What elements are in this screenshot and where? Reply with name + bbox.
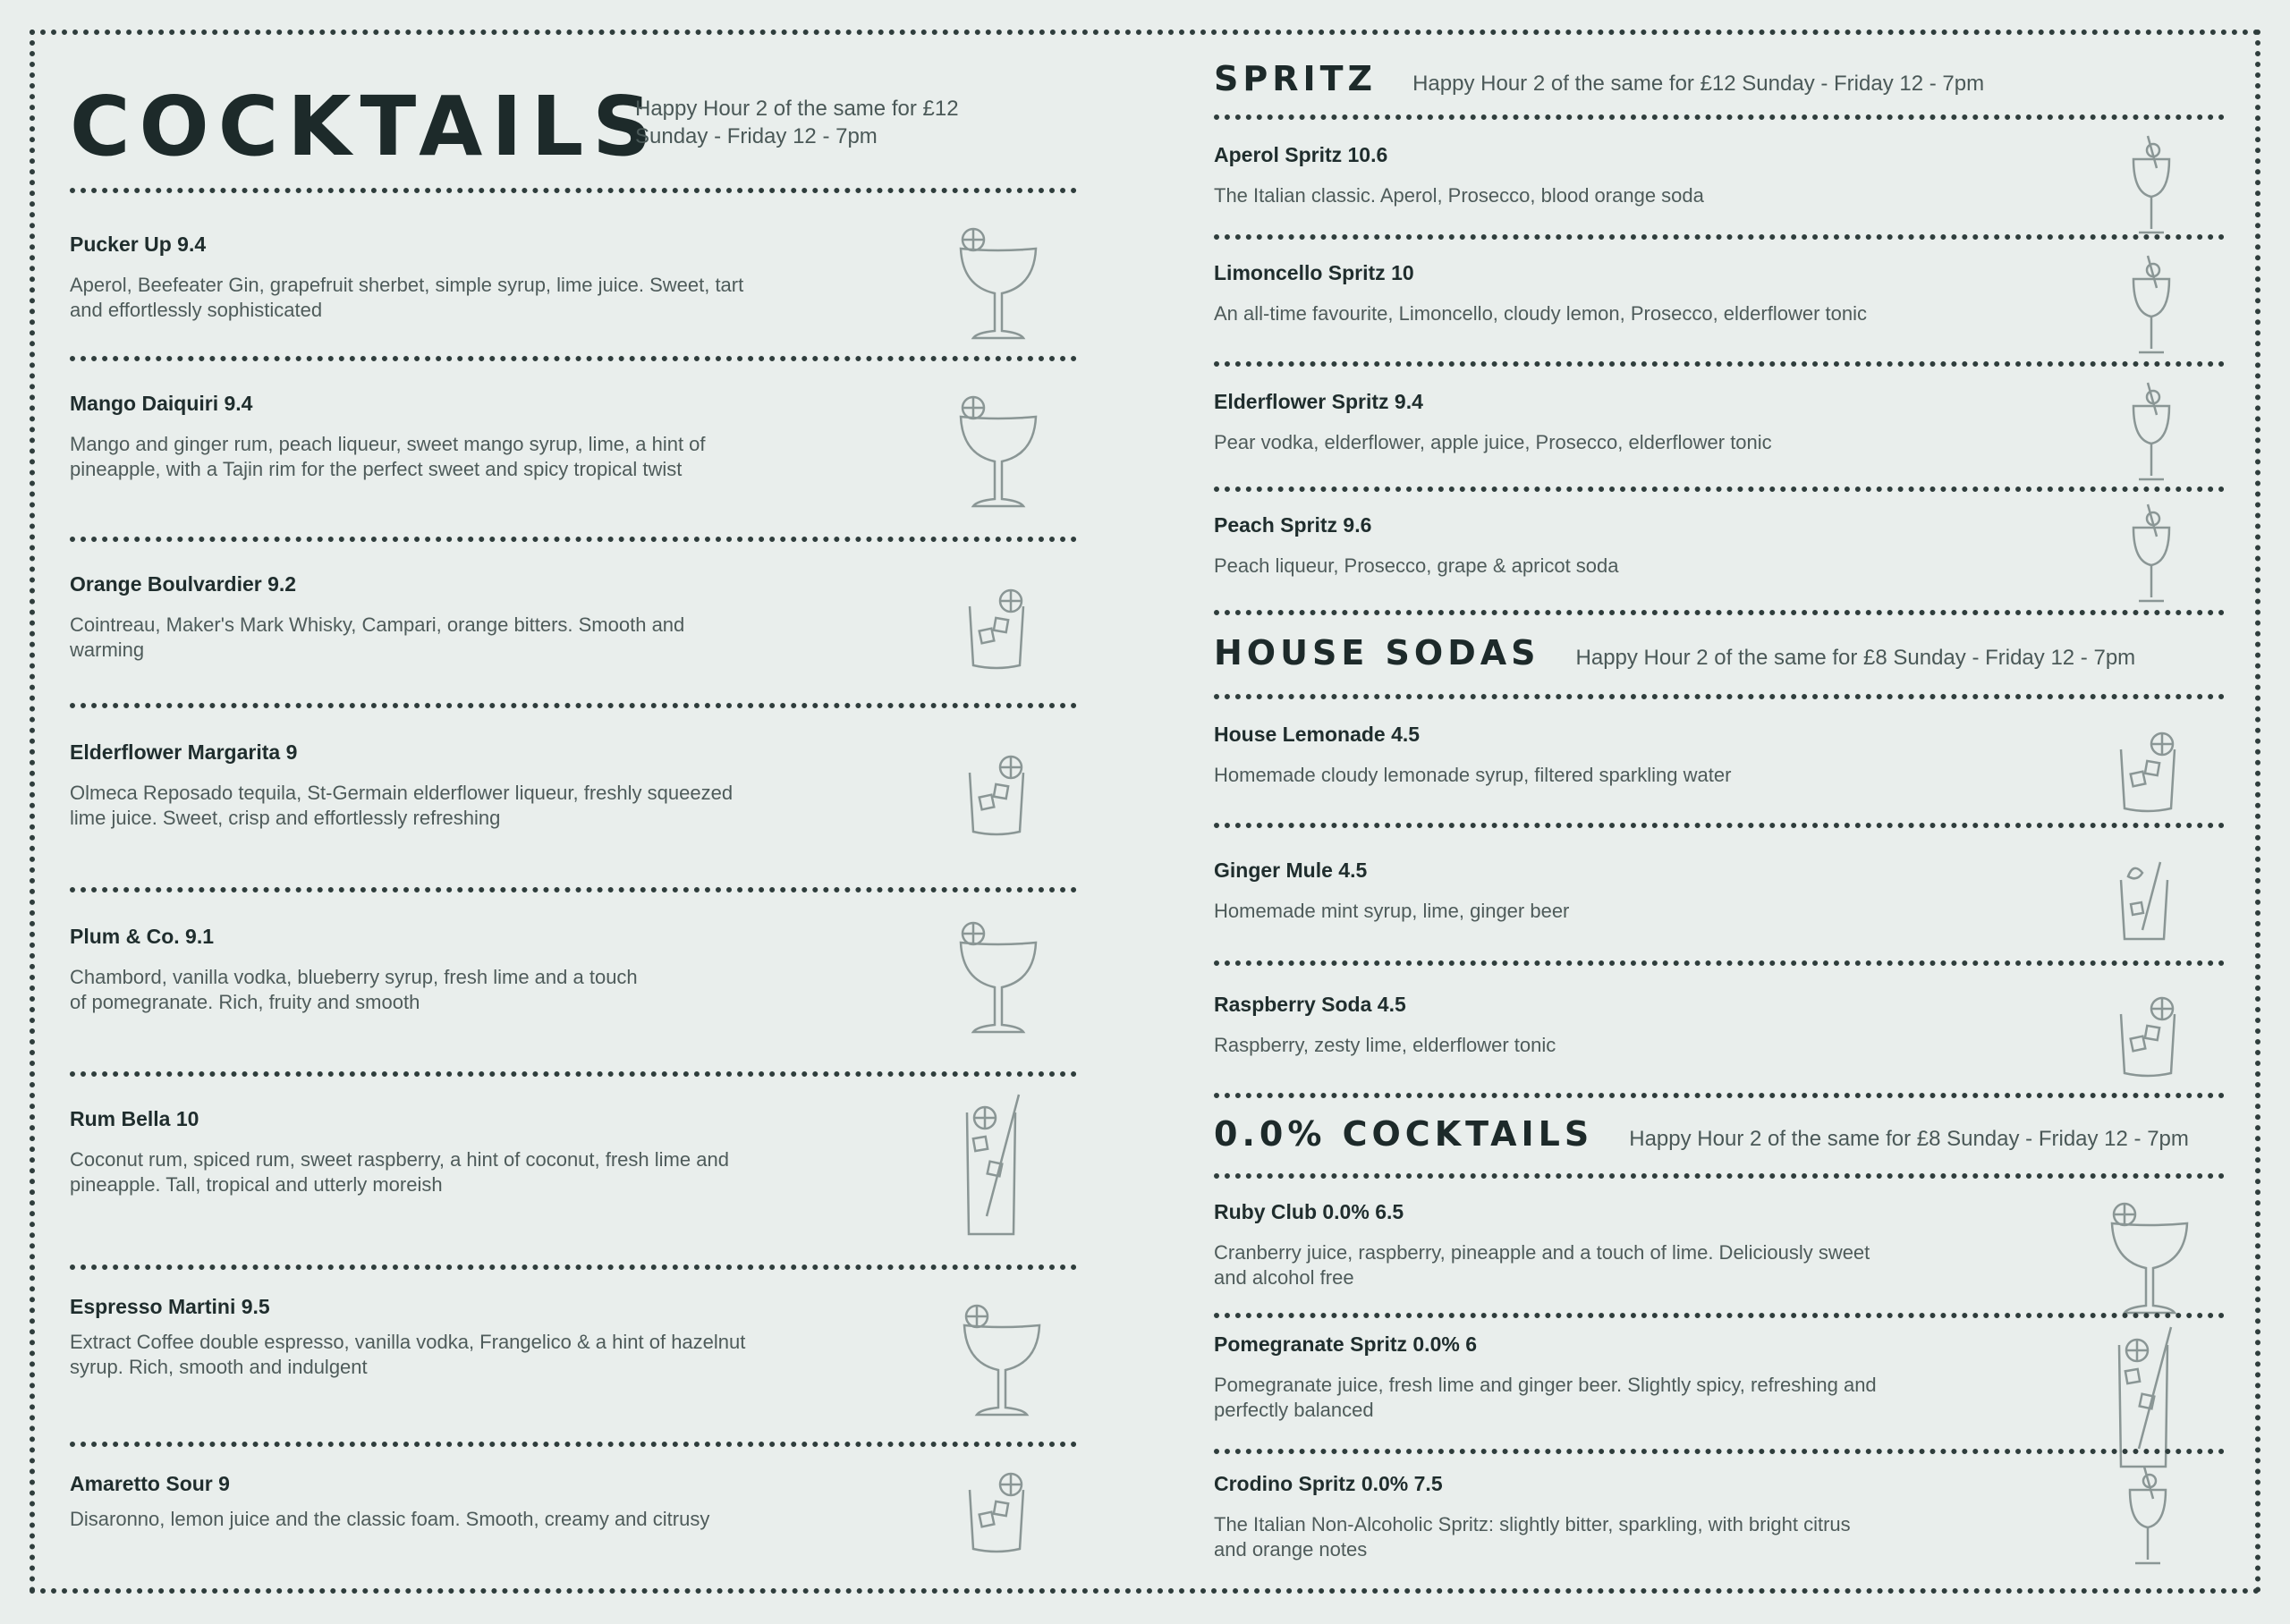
cocktails-happy-hour: Happy Hour 2 of the same for £12 Sunday - Friday 12 - 7pm	[635, 97, 959, 148]
item-name: Amaretto Sour 9	[70, 1472, 230, 1495]
menu-item	[1214, 859, 1569, 924]
item-description: Peach liqueur, Prosecco, grape & apricot soda	[1214, 554, 1619, 577]
divider	[1214, 234, 2225, 240]
item-description: Homemade mint syrup, lime, ginger beer	[1214, 900, 1570, 922]
item-description: Homemade cloudy lemonade syrup, filtered sparkling water	[1214, 764, 1732, 786]
menu-item	[70, 1295, 745, 1380]
item-name: Pucker Up 9.4	[70, 233, 207, 256]
divider	[1214, 823, 2225, 828]
divider	[1214, 114, 2225, 120]
item-name: Pomegranate Spritz 0.0% 6	[1214, 1332, 1477, 1356]
divider	[70, 1071, 1077, 1077]
item-name: Orange Boulvardier 9.2	[70, 572, 297, 596]
divider	[1214, 960, 2225, 966]
zero-cocktails-happy-hour: Happy Hour 2 of the same for £8 Sunday - Friday 12 - 7pm	[1629, 1127, 2189, 1151]
item-description: Chambord, vanilla vodka, blueberry syrup, fresh lime and a touch of pomegranate. Rich, fruity and smooth	[70, 966, 638, 1013]
item-description: Pear vodka, elderflower, apple juice, Prosecco, elderflower tonic	[1214, 431, 1772, 453]
menu-item	[70, 740, 733, 831]
item-name: Ruby Club 0.0% 6.5	[1214, 1200, 1404, 1223]
menu-item	[1214, 723, 1731, 788]
rocks-glass-icon	[964, 753, 1029, 839]
item-description: Mango and ginger rum, peach liqueur, sweet mango syrup, lime, a hint of pineapple, with a Tajin rim for the perfect sweet and spicy tropical twist	[70, 433, 706, 480]
divider	[70, 1442, 1077, 1447]
divider	[1214, 610, 2225, 615]
item-description: Extract Coffee double espresso, vanilla vodka, Frangelico & a hint of hazelnut syrup. Rich, smooth and indulgent	[70, 1331, 746, 1378]
house-sodas-title: HOUSE SODAS	[1214, 633, 1540, 672]
house-sodas-happy-hour: Happy Hour 2 of the same for £8 Sunday - Friday 12 - 7pm	[1575, 646, 2136, 670]
divider	[70, 1265, 1077, 1270]
item-name: Ginger Mule 4.5	[1214, 859, 1368, 882]
menu-item	[1214, 1332, 1877, 1423]
menu-item	[1214, 1200, 1870, 1290]
item-name: Plum & Co. 9.1	[70, 925, 215, 948]
item-description: Coconut rum, spiced rum, sweet raspberry, a hint of coconut, fresh lime and pineapple. Tall, tropical and utterly moreish	[70, 1148, 729, 1196]
wine-glass-icon	[2126, 379, 2176, 485]
item-description: The Italian classic. Aperol, Prosecco, blood orange soda	[1214, 184, 1704, 207]
rocks-glass-icon	[964, 587, 1029, 672]
item-name: Raspberry Soda 4.5	[1214, 993, 1406, 1016]
divider	[1214, 1173, 2225, 1179]
divider	[70, 188, 1077, 193]
divider	[1214, 486, 2225, 492]
item-name: Elderflower Spritz 9.4	[1214, 390, 1423, 413]
mule-glass-icon	[2116, 859, 2173, 944]
divider	[1214, 1449, 2225, 1454]
menu-item	[1214, 261, 1867, 326]
rocks-glass-icon	[964, 1470, 1029, 1556]
divider	[70, 703, 1077, 708]
item-description: The Italian Non-Alcoholic Spritz: slightly bitter, sparkling, with bright citrus and orange notes	[1214, 1513, 1851, 1561]
item-name: Limoncello Spritz 10	[1214, 261, 1414, 284]
coupe-glass-icon	[2105, 1197, 2194, 1318]
rocks-glass-icon	[2116, 730, 2180, 816]
item-description: Aperol, Beefeater Gin, grapefruit sherbet, simple syrup, lime juice. Sweet, tart and effortlessly sophisticated	[70, 274, 744, 321]
zero-cocktails-title: 0.0% COCKTAILS	[1214, 1114, 1594, 1154]
menu-item	[1214, 1472, 1851, 1562]
spritz-title: SPRITZ	[1214, 59, 1378, 98]
menu-item	[1214, 143, 1704, 208]
divider	[70, 537, 1077, 542]
menu-item	[1214, 993, 1556, 1058]
coupe-glass-icon	[954, 390, 1043, 512]
wine-glass-icon	[2126, 501, 2176, 606]
item-name: Crodino Spritz 0.0% 7.5	[1214, 1472, 1443, 1495]
menu-item	[1214, 513, 1619, 579]
zero-cocktails-header	[1214, 1114, 2189, 1154]
item-name: Elderflower Margarita 9	[70, 740, 298, 764]
house-sodas-header	[1214, 633, 2135, 672]
menu-item	[70, 925, 638, 1015]
wine-glass-icon	[2123, 1463, 2173, 1569]
wine-glass-icon	[2126, 252, 2176, 358]
item-name: Peach Spritz 9.6	[1214, 513, 1372, 537]
item-description: Pomegranate juice, fresh lime and ginger beer. Slightly spicy, refreshing and perfectly balanced	[1214, 1374, 1877, 1421]
menu-item	[70, 1107, 729, 1197]
item-name: Espresso Martini 9.5	[70, 1295, 270, 1318]
item-description: An all-time favourite, Limoncello, cloudy lemon, Prosecco, elderflower tonic	[1214, 302, 1867, 325]
coupe-glass-icon	[954, 916, 1043, 1037]
menu-item	[70, 1472, 709, 1532]
item-name: Aperol Spritz 10.6	[1214, 143, 1388, 166]
divider	[1214, 361, 2225, 367]
item-description: Raspberry, zesty lime, elderflower tonic	[1214, 1034, 1556, 1056]
cocktails-title: COCKTAILS	[70, 79, 661, 174]
item-name: Rum Bella 10	[70, 1107, 199, 1130]
divider	[1214, 1313, 2225, 1318]
wine-glass-icon	[2126, 132, 2176, 238]
item-name: House Lemonade 4.5	[1214, 723, 1421, 746]
spritz-happy-hour: Happy Hour 2 of the same for £12 Sunday - Friday 12 - 7pm	[1412, 72, 1985, 96]
item-description: Cointreau, Maker's Mark Whisky, Campari, orange bitters. Smooth and warming	[70, 613, 685, 661]
menu-item	[70, 233, 743, 323]
item-description: Cranberry juice, raspberry, pineapple and a touch of lime. Deliciously sweet and alcohol free	[1214, 1241, 1870, 1289]
divider	[70, 887, 1077, 892]
coupe-glass-icon	[957, 1298, 1047, 1420]
item-name: Mango Daiquiri 9.4	[70, 392, 253, 415]
highball-glass-icon	[960, 1091, 1024, 1241]
menu-item	[1214, 390, 1772, 455]
divider	[1214, 1093, 2225, 1098]
coupe-glass-icon	[954, 222, 1043, 343]
menu-item	[70, 572, 684, 663]
item-description: Olmeca Reposado tequila, St-Germain elderflower liqueur, freshly squeezed lime juice. Sweet, crisp and effortlessly refreshing	[70, 782, 734, 829]
divider	[70, 356, 1077, 361]
divider	[1214, 694, 2225, 699]
item-description: Disaronno, lemon juice and the classic foam. Smooth, creamy and citrusy	[70, 1508, 710, 1530]
rocks-glass-icon	[2116, 994, 2180, 1080]
spritz-header	[1214, 59, 1984, 98]
menu-item	[70, 392, 706, 482]
